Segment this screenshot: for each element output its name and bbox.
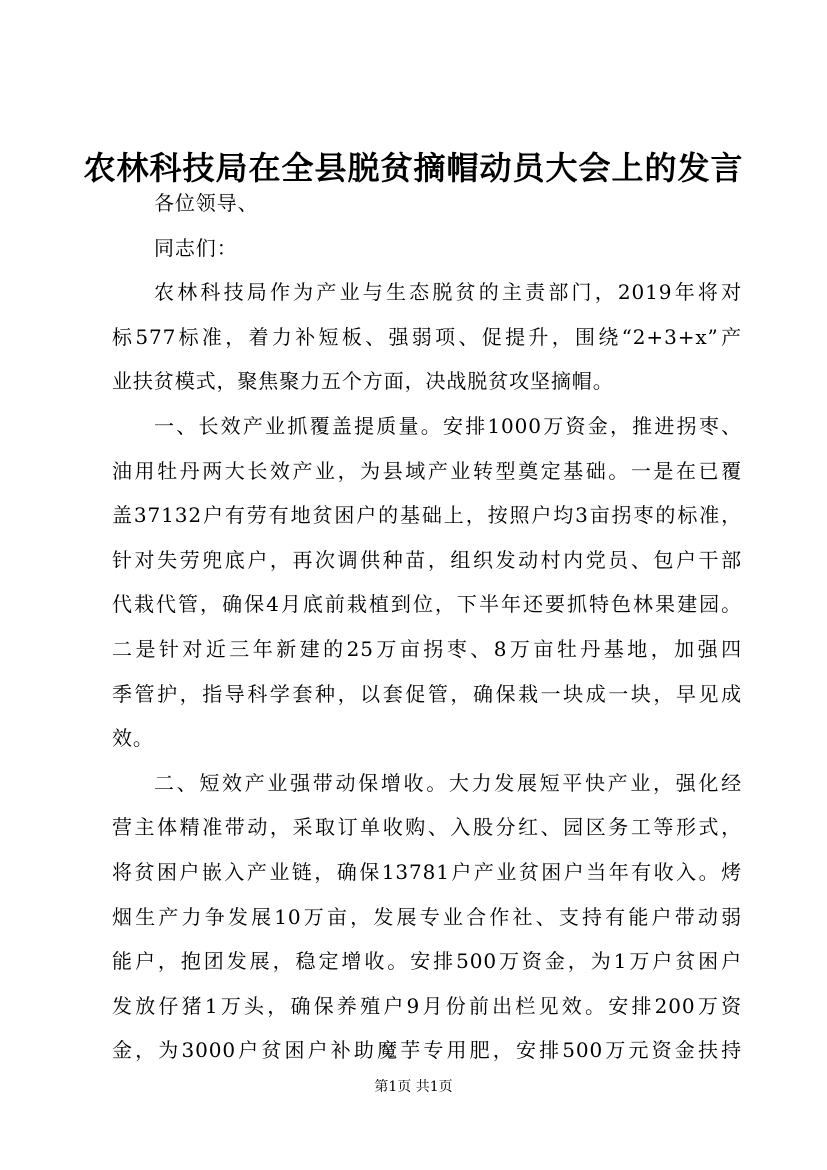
text-line: 将贫困户嵌入产业链，确保13781户产业贫困户当年有收入。烤 bbox=[112, 859, 742, 884]
text-line: 一、长效产业抓覆盖提质量。安排1000万资金，推进拐枣、 bbox=[154, 413, 742, 438]
page-footer: 第1页 共1页 bbox=[374, 1079, 453, 1095]
text-line: 营主体精准带动，采取订单收购、入股分红、园区务工等形式， bbox=[112, 815, 742, 840]
text-line: 金，为3000户贫困户补助魔芋专用肥，安排500万元资金扶持 bbox=[112, 1038, 742, 1063]
text-line: 业扶贫模式，聚焦聚力五个方面，决战脱贫攻坚摘帽。 bbox=[112, 369, 614, 394]
document-body bbox=[112, 181, 742, 1073]
text-line: 代栽代管，确保4月底前栽植到位，下半年还要抓特色林果建园。 bbox=[112, 592, 742, 617]
text-line: 烟生产力争发展10万亩，发展专业合作社、支持有能户带动弱 bbox=[112, 904, 742, 929]
text-line: 农林科技局作为产业与生态脱贫的主责部门，2019年将对 bbox=[154, 280, 742, 305]
document-title: 农林科技局在全县脱贫摘帽动员大会上的发言 bbox=[83, 149, 744, 187]
text-line: 发放仔猪1万头，确保养殖户9月份前出栏见效。安排200万资 bbox=[112, 993, 742, 1018]
text-line: 能户，抱团发展，稳定增收。安排500万资金，为1万户贫困户 bbox=[112, 949, 742, 974]
text-line: 盖37132户有劳有地贫困户的基础上，按照户均3亩拐枣的标准， bbox=[112, 503, 742, 528]
text-line: 各位领导、 bbox=[154, 191, 259, 215]
text-line: 效。 bbox=[112, 726, 154, 751]
text-line: 二、短效产业强带动保增收。大力发展短平快产业，强化经 bbox=[154, 770, 742, 795]
text-line: 针对失劳兜底户，再次调供种苗，组织发动村内党员、包户干部 bbox=[112, 547, 742, 572]
text-line: 二是针对近三年新建的25万亩拐枣、8万亩牡丹基地，加强四 bbox=[112, 636, 742, 661]
text-line: 同志们： bbox=[154, 235, 238, 260]
text-line: 季管护，指导科学套种，以套促管，确保栽一块成一块，早见成 bbox=[112, 681, 742, 706]
text-line: 标577标准，着力补短板、强弱项、促提升，围绕“2+3+x”产 bbox=[112, 324, 742, 349]
text-line: 油用牡丹两大长效产业，为县域产业转型奠定基础。一是在已覆 bbox=[112, 458, 742, 483]
